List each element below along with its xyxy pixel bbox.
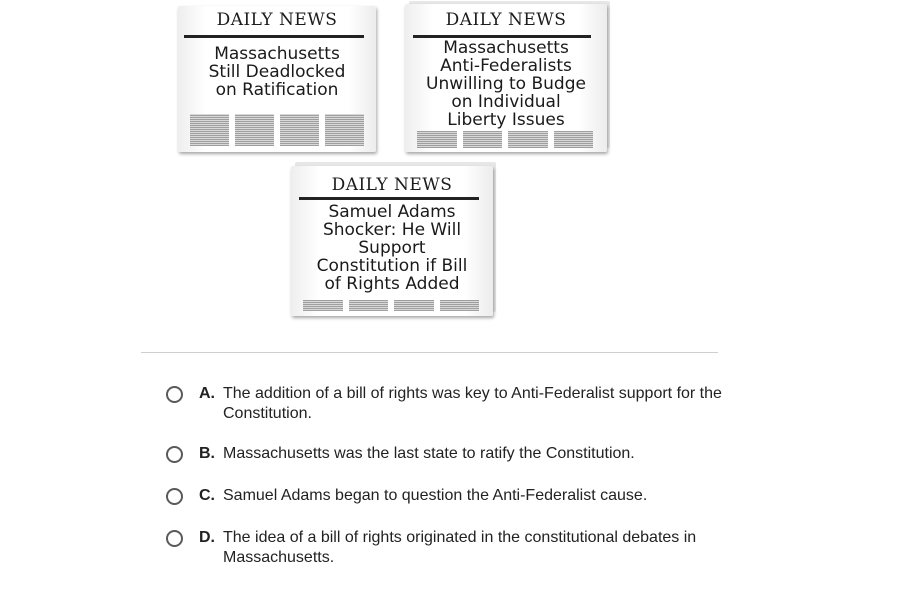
headline-line: Massachusetts (443, 38, 569, 58)
choice-text: The addition of a bill of rights was key to Anti-Federalist support for the Constitution. (223, 385, 722, 422)
newspaper-text-columns (190, 114, 364, 146)
headline-line: on Individual (451, 92, 561, 112)
headline-line: Anti-Federalists (440, 56, 572, 76)
newspaper-text-columns (303, 300, 479, 311)
headline-line: Constitution if Bill (316, 256, 468, 276)
headline-line: of Rights Added (324, 274, 460, 294)
text-column (417, 131, 457, 148)
headline-line: Liberty Issues (447, 110, 565, 130)
text-column (394, 300, 434, 311)
text-column (463, 131, 503, 148)
headline-line: on Ratification (215, 80, 339, 100)
headline-line: Massachusetts (214, 44, 340, 64)
divider (141, 352, 718, 353)
choice-letter: D. (199, 529, 215, 546)
text-column (325, 114, 364, 146)
answer-choice-a[interactable] (166, 384, 726, 426)
newspaper-masthead: DAILY NEWS (331, 175, 453, 195)
headline-line: Unwilling to Budge (426, 74, 586, 94)
newspaper-image (178, 6, 376, 152)
radio-button[interactable] (166, 386, 183, 403)
choice-letter: B. (199, 445, 215, 462)
radio-button[interactable] (166, 488, 183, 505)
headline-line: Samuel Adams (328, 202, 456, 222)
newspaper-headline (178, 45, 376, 99)
text-column (554, 131, 594, 148)
text-column (280, 114, 319, 146)
headline-line: Shocker: He Will (322, 220, 462, 240)
text-column (235, 114, 274, 146)
text-column (508, 131, 548, 148)
newspaper-masthead: DAILY NEWS (216, 10, 338, 30)
headline-line: Support (358, 238, 426, 258)
newspaper-headline (405, 39, 607, 129)
masthead-rule (299, 197, 479, 200)
headline-line: Still Deadlocked (208, 62, 346, 82)
newspaper-headline (291, 203, 493, 293)
answer-choice-b[interactable] (166, 444, 726, 466)
choice-letter: A. (199, 385, 215, 402)
masthead-rule (184, 35, 364, 38)
radio-button[interactable] (166, 530, 183, 547)
choice-letter: C. (199, 487, 215, 504)
newspaper-image (291, 166, 493, 316)
newspaper-masthead: DAILY NEWS (445, 10, 567, 30)
radio-button[interactable] (166, 446, 183, 463)
text-column (303, 300, 343, 311)
text-column (440, 300, 480, 311)
newspaper-text-columns (417, 131, 593, 148)
text-column (190, 114, 229, 146)
answer-choice-d[interactable] (166, 528, 726, 570)
newspaper-image (405, 4, 607, 152)
text-column (349, 300, 389, 311)
choice-text: Samuel Adams began to question the Anti-Federalist cause. (223, 487, 648, 504)
choice-text: The idea of a bill of rights originated in the constitutional debates in Massachusetts. (223, 529, 697, 566)
choice-text: Massachusetts was the last state to ratify the Constitution. (223, 445, 635, 462)
answer-choice-c[interactable] (166, 486, 726, 508)
